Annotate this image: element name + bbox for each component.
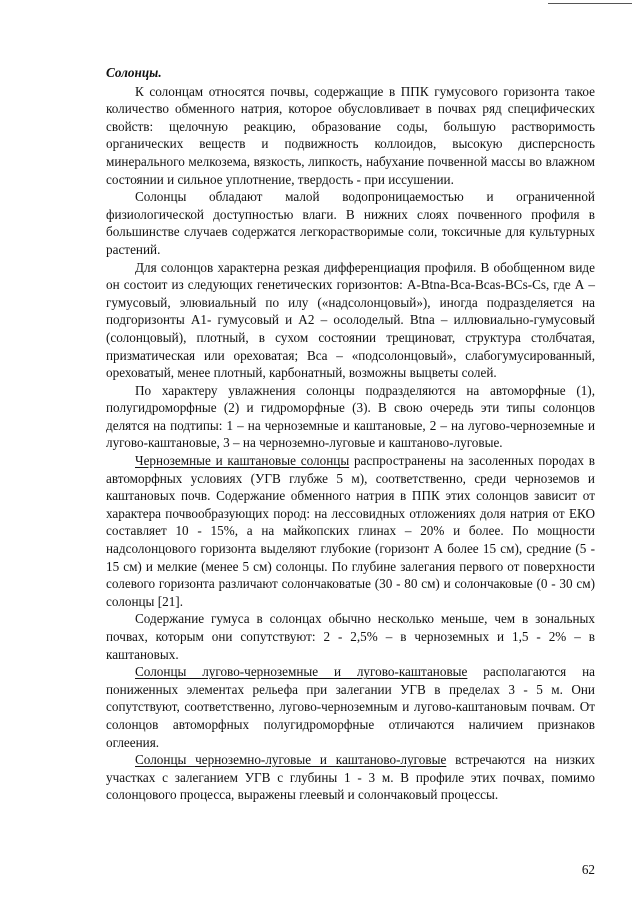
paragraph-text: К солонцам относятся почвы, содержащие в ППК гумусового горизонта такое количество обменного натрия, которое обусловливает в почвах ряд специфических свойств: щелочную реакцию, образование соды, большую растворимость органических веществ и подвижность коллоидов, высокую дисперсность минерального мелкозема, вязкость, липкость, набухание почвенной массы во влажном состоянии и сильное уплотнение, твердость - при иссушении. — [106, 83, 595, 187]
paragraph-3 — [106, 259, 595, 382]
page-number: 62 — [581, 862, 595, 877]
paragraph-text: Для солонцов характерна резкая дифференциация профиля. В обобщенном виде он состоит из следующих генетических горизонтов: A-Btna-Bca-Bcas-BCs-Cs, где А – гумусовый, элювиальный по илу («надсолонцовый»), иногда подразделяется на подгоризонты А1- гумусовый и А2 – осолоделый. Btna – иллювиально-гумусовый (солонцовый), плотный, в сухом состоянии трещиноват, структура столбчатая, призматическая или ореховатая; Bca – «подсолонцовый», слабогумусированный, ореховатый, менее плотный, карбонатный, возможны выцветы солей. — [106, 259, 595, 381]
underlined-term: Солонцы черноземно-луговые и каштаново-луговые — [135, 752, 447, 768]
underlined-term: Солонцы лугово-черноземные и лугово-каштановые — [135, 664, 468, 680]
paragraph-text: По характеру увлажнения солонцы подразделяются на автоморфные (1), полугидроморфные (2) и гидроморфные (3). В свою очередь эти типы солонцов делятся на подтипы: 1 – на черноземные и каштановые, 2 – на лугово-черноземные и лугово-каштановые, 3 – на черноземно-луговые и каштаново-луговые. — [106, 382, 595, 451]
paragraph-8 — [106, 751, 595, 804]
paragraph-4 — [106, 382, 595, 452]
paragraph-text: располагаются на пониженных элементах рельефа при залегании УГВ в пределах 3 - 5 м. Они сопутствуют, соответственно, лугово-черноземным и лугово-каштановым почвам. От солонцов автоморфных полугидроморфные отличаются наличием признаков оглеения. — [106, 664, 596, 750]
paragraph-1 — [106, 83, 595, 189]
paragraph-text: распространены на засоленных породах в автоморфных условиях (УГВ глубже 5 м), соответственно, среди черноземов и каштановых почв. Содержание обменного натрия в ППК этих солонцов зависит от характера почвообразующих пород: на лессовидных отложениях доля натрия от ЕКО составляет 10 - 15%, а на майкопских глинах – 20% и более. По мощности надсолонцового горизонта выделяют глубокие (горизонт А более 15 см), средние (5 - 15 см) и мелкие (менее 5 см) солонцы. По глубине залегания первого от поверхности солевого горизонта различают солончаковатые (30 - 80 см) и солончаковые (0 - 30 см) солонцы [21]. — [106, 453, 595, 609]
paragraph-text: встречаются на низких участках с залеганием УГВ с глубины 1 - 3 м. В профиле этих почвах, помимо солонцового процесса, выражены глеевый и солончаковый процессы. — [106, 752, 595, 803]
paragraph-6 — [106, 610, 595, 663]
underlined-term: Черноземные и каштановые солонцы — [135, 453, 350, 469]
paragraph-text: Солонцы обладают малой водопроницаемостью и ограниченной физиологической доступностью влаги. В нижних слоях почвенного профиля в большинстве случаев содержатся легкорастворимые соли, токсичные для культурных растений. — [106, 189, 595, 257]
paragraph-2 — [106, 188, 595, 258]
paragraph-5 — [106, 452, 595, 610]
document-page — [106, 64, 595, 804]
section-heading: Солонцы. — [106, 65, 162, 80]
top-rule — [548, 3, 632, 4]
paragraph-text: Содержание гумуса в солонцах обычно несколько меньше, чем в зональных почвах, которым они сопутствуют: 2 - 2,5% – в черноземных и 1,5 - 2% – в каштановых. — [106, 611, 595, 662]
paragraph-7 — [106, 663, 595, 751]
